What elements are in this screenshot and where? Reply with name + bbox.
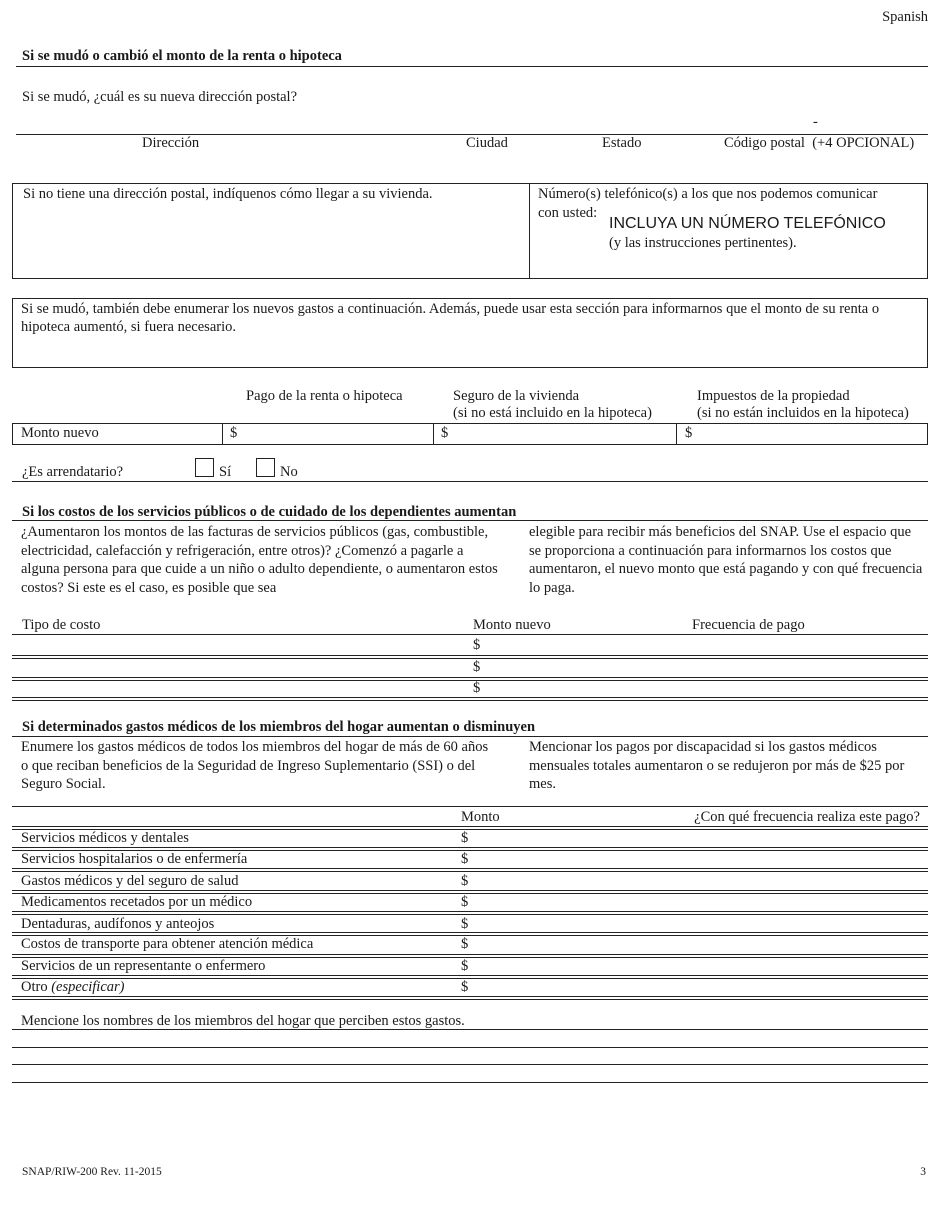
expense-label: Servicios médicos y dentales <box>21 830 189 846</box>
row-currency: $ <box>461 894 469 910</box>
row-currency: $ <box>461 916 469 932</box>
expenses-note-text: Si se mudó, también debe enumerar los nuevos gastos a continuación. Además, puede usar esta sección para informarnos que el monto de su renta o hipoteca aumentó, si fuera necesario. <box>21 301 880 335</box>
hospital-amount-input[interactable] <box>474 850 678 870</box>
members-line <box>12 1064 928 1065</box>
form-id: SNAP/RIW-200 Rev. 11-2015 <box>22 1166 162 1178</box>
frequency-input[interactable] <box>692 659 926 679</box>
row-currency: $ <box>461 830 469 846</box>
expense-label: Costos de transporte para obtener atención médica <box>21 936 314 952</box>
other-amount-input[interactable] <box>474 978 678 998</box>
members-input-1[interactable] <box>16 1031 925 1048</box>
row-currency: $ <box>461 873 469 889</box>
new-address-question: Si se mudó, ¿cuál es su nueva dirección postal? <box>22 89 298 105</box>
utilities-frequency-header: Frecuencia de pago <box>692 617 805 633</box>
other-specify-label: (especificar) <box>51 979 125 995</box>
other-specify-input[interactable] <box>190 978 454 998</box>
medical-dental-frequency-input[interactable] <box>680 829 924 849</box>
row-currency: $ <box>461 851 469 867</box>
row-currency: $ <box>461 979 469 995</box>
table-header-line <box>12 634 928 635</box>
attendant-amount-input[interactable] <box>474 957 678 977</box>
section-divider <box>12 736 928 737</box>
renter-question: ¿Es arrendatario? <box>22 464 124 480</box>
renter-no-label: No <box>280 464 298 480</box>
expense-label: Servicios de un representante o enfermero <box>21 958 266 974</box>
row-currency: $ <box>473 680 481 696</box>
row-currency: $ <box>473 659 481 675</box>
phone-instruction-sub: (y las instrucciones pertinentes). <box>609 235 797 251</box>
medical-right-text: Mencionar los pagos por discapacidad si los gastos médicos mensuales totales aumentaron o se redujeron por más de $25 por mes. <box>529 739 905 792</box>
utilities-amount-header: Monto nuevo <box>473 617 551 633</box>
expense-label: Medicamentos recetados por un médico <box>21 894 253 910</box>
attendant-frequency-input[interactable] <box>680 957 924 977</box>
zip-plus4-input[interactable] <box>825 110 924 134</box>
cell-divider <box>676 423 677 445</box>
insurance-currency: $ <box>441 425 449 441</box>
row-divider <box>12 697 928 701</box>
expense-label: Gastos médicos y del seguro de salud <box>21 873 239 889</box>
section-title-utilities: Si los costos de los servicios públicos o de cuidado de los dependientes aumentan <box>22 504 517 520</box>
members-prompt: Mencione los nombres de los miembros del hogar que perciben estos gastos. <box>21 1013 465 1029</box>
frequency-input[interactable] <box>692 637 926 657</box>
members-line <box>12 1047 928 1048</box>
insurance-medical-frequency-input[interactable] <box>680 872 924 892</box>
row-currency: $ <box>461 958 469 974</box>
section-title-move: Si se mudó o cambió el monto de la renta o hipoteca <box>22 48 342 64</box>
transport-amount-input[interactable] <box>474 935 678 955</box>
section-title-medical: Si determinados gastos médicos de los miembros del hogar aumentan o disminuyen <box>22 719 536 735</box>
address-label: Dirección <box>142 135 200 151</box>
cost-type-header: Tipo de costo <box>22 617 101 633</box>
members-line <box>12 1029 928 1030</box>
rent-currency: $ <box>230 425 238 441</box>
phone-label-line2: con usted: <box>538 205 598 221</box>
insurance-column-note: (si no está incluido en la hipoteca) <box>453 405 652 421</box>
directions-textarea[interactable] <box>20 206 526 278</box>
utilities-right-text: elegible para recibir más beneficios del SNAP. Use el espacio que se proporciona a continuación para informarnos los costos que aumentaron, el nuevo monto que está pagando y con qué frecuencia lo paga. <box>529 524 923 596</box>
table-top-line <box>12 806 928 807</box>
insurance-column-header: Seguro de la vivienda <box>453 388 580 404</box>
section-divider <box>12 481 928 482</box>
zip-label: Código postal (+4 OPCIONAL) <box>724 135 915 151</box>
medical-dental-amount-input[interactable] <box>474 829 678 849</box>
expense-label: Dentaduras, audífonos y anteojos <box>21 916 215 932</box>
box-divider <box>529 183 530 279</box>
prescriptions-amount-input[interactable] <box>474 893 678 913</box>
hospital-frequency-input[interactable] <box>680 850 924 870</box>
phone-input[interactable] <box>609 254 923 276</box>
state-input[interactable] <box>565 110 679 134</box>
utilities-left-text: ¿Aumentaron los montos de las facturas de servicios públicos (gas, combustible, electricidad, calefacción y refrigeración, entre otros)? ¿Comenzó a pagarle a alguna persona para que cuide a un niño o adulto dependiente, o aumentaron estos costos? Si este es el caso, es posible que sea <box>21 524 498 596</box>
row-currency: $ <box>461 936 469 952</box>
expense-label: Servicios hospitalarios o de enfermería <box>21 851 248 867</box>
medical-left-text: Enumere los gastos médicos de todos los miembros del hogar de más de 60 años o que reciban beneficios de la Seguridad de Ingreso Suplementario (SSI) o del Seguro Social. <box>21 739 489 792</box>
state-label: Estado <box>602 135 642 151</box>
expense-label <box>21 979 125 996</box>
taxes-column-header: Impuestos de la propiedad <box>697 388 850 404</box>
city-label: Ciudad <box>466 135 508 151</box>
language-label: Spanish <box>882 9 928 25</box>
other-label: Otro <box>21 979 48 995</box>
row-currency: $ <box>473 637 481 653</box>
medical-frequency-header: ¿Con qué frecuencia realiza este pago? <box>694 809 920 825</box>
members-input-3[interactable] <box>16 1066 925 1083</box>
section-divider <box>16 66 928 67</box>
taxes-amount-input[interactable] <box>697 424 926 446</box>
other-frequency-input[interactable] <box>680 978 924 998</box>
transport-frequency-input[interactable] <box>680 935 924 955</box>
zip-input[interactable] <box>720 110 814 134</box>
renter-yes-label: Sí <box>219 464 232 480</box>
phone-label-line1: Número(s) telefónico(s) a los que nos podemos comunicar <box>538 186 878 202</box>
renter-no-checkbox[interactable] <box>256 458 275 477</box>
cell-divider <box>433 423 434 445</box>
new-amount-input[interactable] <box>486 659 690 679</box>
row-divider <box>12 996 928 1000</box>
members-line <box>12 1082 928 1083</box>
no-address-label: Si no tiene una dirección postal, indíquenos cómo llegar a su vivienda. <box>23 186 433 202</box>
insurance-medical-amount-input[interactable] <box>474 872 678 892</box>
insurance-amount-input[interactable] <box>453 424 675 446</box>
zip-dash: - <box>813 114 818 130</box>
prescriptions-frequency-input[interactable] <box>680 893 924 913</box>
new-amount-label: Monto nuevo <box>21 425 99 441</box>
expenses-note-box <box>12 298 928 368</box>
section-divider <box>12 520 928 521</box>
address-input[interactable] <box>16 110 460 134</box>
new-amount-input[interactable] <box>486 637 690 657</box>
medical-amount-header: Monto <box>461 809 500 825</box>
cell-divider <box>222 423 223 445</box>
cost-type-input[interactable] <box>16 659 470 679</box>
rent-column-header: Pago de la renta o hipoteca <box>246 388 403 404</box>
cost-type-input[interactable] <box>16 637 470 657</box>
rent-amount-input[interactable] <box>242 424 431 446</box>
taxes-currency: $ <box>685 425 693 441</box>
renter-yes-checkbox[interactable] <box>195 458 214 477</box>
taxes-column-note: (si no están incluidos en la hipoteca) <box>697 405 909 421</box>
phone-instruction-main: INCLUYA UN NÚMERO TELEFÓNICO <box>609 215 886 232</box>
page-number: 3 <box>920 1166 926 1178</box>
city-input[interactable] <box>460 110 559 134</box>
